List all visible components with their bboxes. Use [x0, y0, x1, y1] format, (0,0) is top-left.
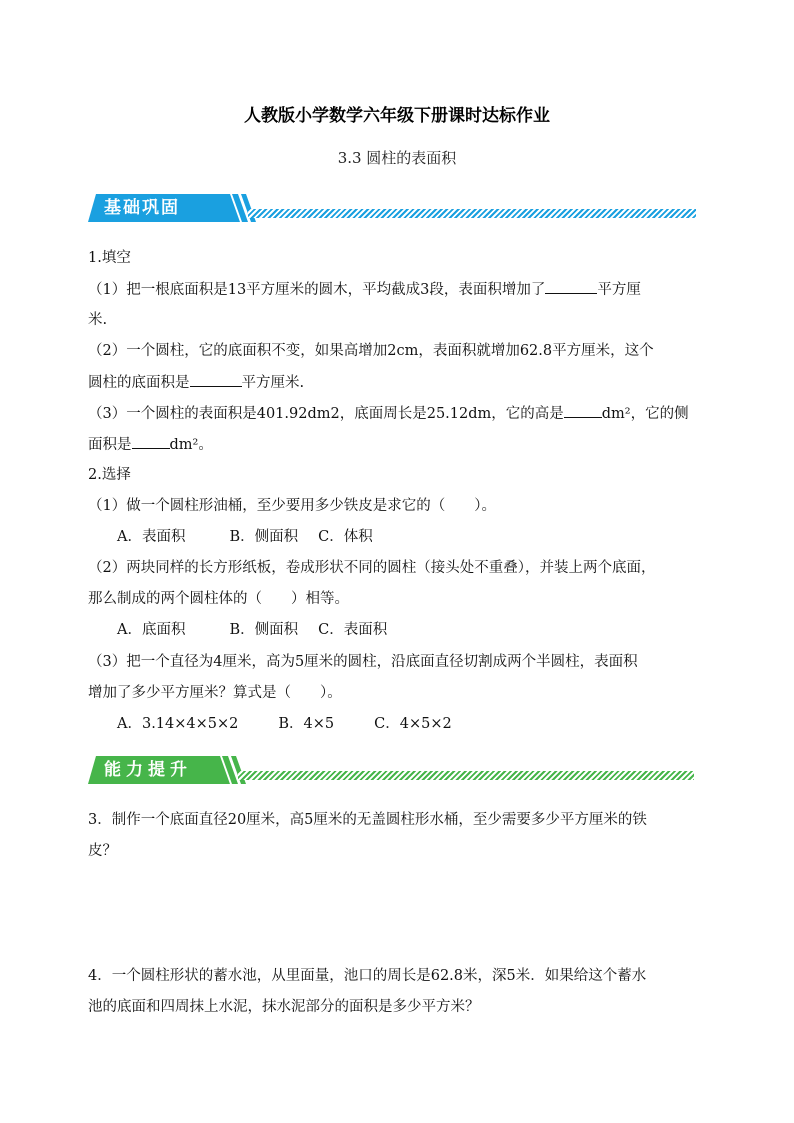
section-label-basic: 基础巩固 — [104, 198, 180, 218]
q1-part1-line1 — [88, 279, 641, 300]
q2-part3-options — [117, 714, 452, 734]
q2-part1-option-a[interactable]: A．表面积 — [117, 529, 186, 545]
q2-part3-line1: （3）把一个直径为4厘米，高为5厘米的圆柱，沿底面直径切割成两个半圆柱，表面积 — [88, 654, 638, 670]
q1-part2-answer-blank[interactable] — [190, 372, 242, 387]
q2-part1-option-c[interactable]: C．体积 — [318, 529, 373, 545]
q1-part2-text-c: 平方厘米. — [241, 375, 305, 391]
q1-part1-text-a: （1）把一根底面积是13平方厘米的圆木，平均截成3段，表面积增加了 — [88, 282, 546, 298]
q2-part2-option-a[interactable]: A．底面积 — [117, 622, 186, 638]
section-banner-basic — [88, 190, 698, 226]
q1-part1-answer-blank[interactable] — [545, 279, 597, 294]
banner-stripe-blue — [248, 209, 696, 218]
section-banner-advanced — [88, 752, 698, 788]
q1-part3-line1 — [88, 403, 689, 424]
page-title: 人教版小学数学六年级下册课时达标作业 — [244, 106, 550, 126]
q2-heading: 2.选择 — [88, 467, 131, 483]
q3-line2: 皮？ — [88, 843, 117, 859]
q1-part3-text-a: （3）一个圆柱的表面积是401.92dm2，底面周长是25.12dm，它的高是 — [88, 406, 564, 422]
q3-line1: 3．制作一个底面直径20厘米，高5厘米的无盖圆柱形水桶，至少需要多少平方厘米的铁 — [88, 812, 647, 828]
q1-heading: 1.填空 — [88, 250, 131, 266]
q2-part2-line1: （2）两块同样的长方形纸板，卷成形状不同的圆柱（接头处不重叠），并装上两个底面， — [88, 560, 656, 576]
q2-part2-option-c[interactable]: C．表面积 — [318, 622, 388, 638]
q2-part3-line2: 增加了多少平方厘米？算式是（ ）。 — [88, 685, 342, 701]
page-subtitle: 3.3 圆柱的表面积 — [337, 149, 457, 167]
q1-part3-text-d: dm²。 — [169, 437, 213, 453]
q1-part3-area-blank[interactable] — [132, 434, 170, 449]
q1-part3-height-blank[interactable] — [564, 403, 602, 418]
q2-part1-question: （1）做一个圆柱形油桶，至少要用多少铁皮是求它的（ ）。 — [88, 498, 496, 514]
q2-part2-options — [117, 620, 387, 640]
q1-part3-line2 — [88, 434, 213, 455]
q2-part2-option-b[interactable]: B．侧面积 — [229, 622, 299, 638]
q4-line1: 4．一个圆柱形状的蓄水池，从里面量，池口的周长是62.8米，深5米．如果给这个蓄水 — [88, 968, 647, 984]
q1-part3-text-b: dm²，它的侧 — [601, 406, 689, 422]
q1-part3-text-c: 面积是 — [88, 437, 132, 453]
q2-part2-line2: 那么制成的两个圆柱体的（ ）相等。 — [88, 591, 349, 607]
q2-part3-option-a[interactable]: A．3.14×4×5×2 — [117, 716, 239, 732]
banner-stripe-green — [238, 771, 694, 780]
q1-part2-line2 — [88, 372, 304, 393]
q2-part1-option-b[interactable]: B．侧面积 — [229, 529, 299, 545]
q2-part1-options — [117, 527, 373, 547]
q2-part3-option-b[interactable]: B．4×5 — [278, 716, 335, 732]
section-label-advanced: 能力提升 — [104, 760, 192, 780]
q1-part2-text-b: 圆柱的底面积是 — [88, 375, 190, 391]
q2-part3-option-c[interactable]: C．4×5×2 — [374, 716, 452, 732]
q1-part2-line1: （2）一个圆柱，它的底面积不变，如果高增加2cm，表面积就增加62.8平方厘米，这个 — [88, 343, 654, 359]
q1-part1-line2: 米. — [88, 312, 108, 328]
q4-line2: 池的底面和四周抹上水泥，抹水泥部分的面积是多少平方米？ — [88, 999, 480, 1015]
q1-part1-text-b: 平方厘 — [597, 282, 641, 298]
